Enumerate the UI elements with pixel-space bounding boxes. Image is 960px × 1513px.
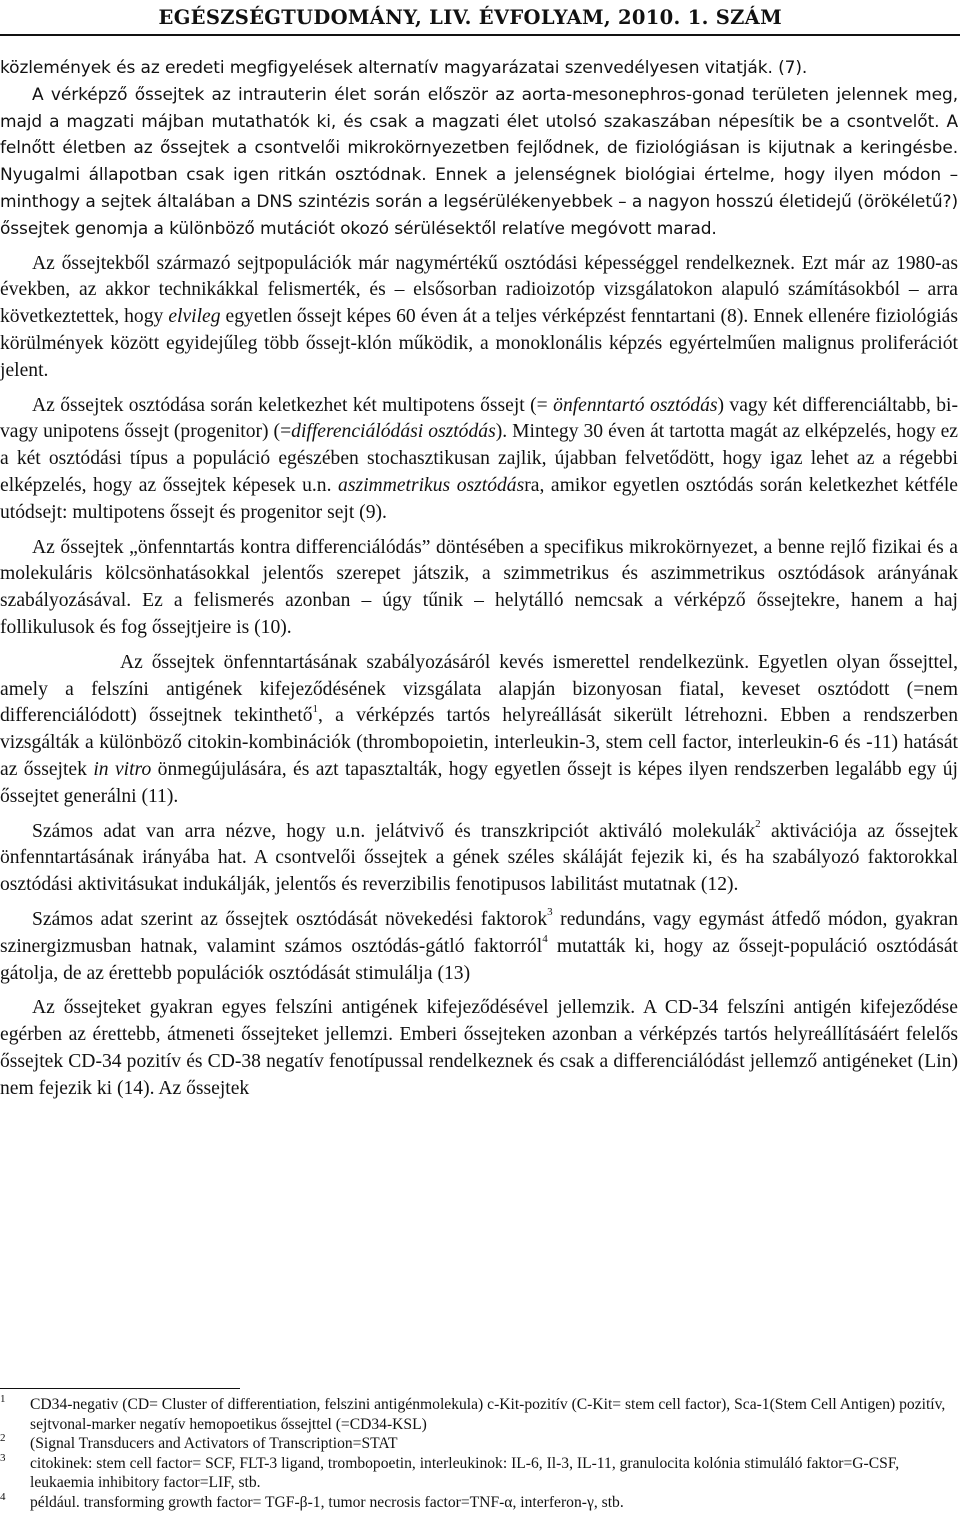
emphasis: differenciálódási osztódás: [291, 421, 496, 443]
paragraph: [0, 55, 958, 82]
emphasis: önfenntartó osztódás: [553, 394, 718, 416]
footnote-text: (Signal Transducers and Activators of Transcription=STAT: [30, 1435, 398, 1453]
text-run: Az őssejtek osztódása során keletkezhet két multipotens őssejt (=: [32, 394, 554, 416]
footnote-text: például. transforming growth factor= TGF-β-1, tumor necrosis factor=TNF-α, interferon-γ, stb.: [30, 1493, 624, 1511]
paragraph: [0, 393, 958, 527]
footnote-number: 3: [0, 1451, 6, 1464]
text-run: mutatták ki, hogy az őssejt-populáció osztódását gátolja, de az érettebb populációk osztódását stimulálja (13): [0, 935, 958, 984]
footnote: [0, 1395, 960, 1434]
footnote-text: citokinek: stem cell factor= SCF, FLT-3 ligand, trombopoetin, interleukinok: IL-6, Il-3, IL-11, granulocita kolónia stimuláló faktor=G-CSF, leukaemia inhibitory factor=LIF, stb.: [30, 1454, 900, 1492]
journal-title: EGÉSZSÉGTUDOMÁNY, LIV. ÉVFOLYAM, 2010. 1. SZÁM: [158, 6, 782, 29]
footnote-ref: 4: [542, 933, 548, 946]
paragraph: [0, 995, 958, 1102]
footnote-ref: 1: [312, 702, 318, 715]
footnote: [0, 1451, 960, 1493]
footnote-number: 2: [0, 1432, 6, 1445]
body-text: [0, 55, 958, 1102]
text-run: ) vagy két differenciáltabb, bi- vagy unipotens őssejt (progenitor) (=: [0, 394, 959, 443]
footnote-ref: 3: [547, 906, 553, 919]
text-run: Számos adat szerint az őssejtek osztódását növekedési faktorok: [32, 908, 548, 930]
header-rule: [0, 34, 960, 36]
text-run: redundáns, vagy egymást átfedő módon, gyakran szinergizmusban hatnak, valamint számos osztódás-gátló faktorról: [0, 908, 959, 957]
text-run: ra, amikor egyetlen osztódás során keletkezhet kétféle utódsejt: multipotens őssejt és progenitor sejt (9).: [0, 474, 958, 523]
text-run: , a vérképzés tartós helyreállását sikerült létrehozni. Ebben a rendszerben vizsgálták a különböző citokin-kombinációk (thrombopoietin, interleukin-3, stem cell factor, interleukin-6 és -11) hatását az őssejtek: [0, 705, 959, 780]
text-run: egyetlen őssejt képes 60 éven át a teljes vérképzést fenntartani (8). Ennek ellenére fiziológiás körülmények között egyidejűleg több őssejt-klón működik, a monoklonális képzés egyértelműen malignus proliferációt jelent.: [0, 306, 958, 381]
footnote-ref: 2: [755, 817, 761, 830]
running-header: [0, 4, 960, 32]
text-run: Az őssejtek „önfenntartás kontra differenciálódás” döntésében a specifikus mikrokörnyezet, a benne rejlő fizikai és a molekuláris kölcsönhatásokkal jelentős szerepet játszik, a szimmetrikus és aszimmetrikus osztódások arányának szabályozásával. Ez a felismerés azonban – úgy tűnik – helytálló nemcsak a vérképző őssejtekre, hanem a haj follikulusok és fog őssejtjeire is (10).: [0, 536, 958, 638]
text-run: önmegújulására, és azt tapasztalták, hogy egyetlen őssejt is képes ilyen rendszerben legalább egy új őssejtet generálni (11).: [0, 758, 958, 807]
emphasis: elvileg: [168, 306, 221, 328]
text-run: Az őssejteket gyakran egyes felszíni antigének kifejeződésével jellemzik. A CD-34 felszíni antigén kifejeződése egérben az érettebb, átmeneti őssejteket jellemzi. Emberi őssejteken azonban a vérképzés tartós helyreállításáért felelős őssejtek CD-34 pozitív és CD-38 negatív fenotípussal rendelkeznek és csak a differenciálódást jellemző antigéneket (Lin) nem fejezik ki (14). Az őssejtek: [0, 997, 958, 1099]
footnote: [0, 1490, 960, 1513]
footnote-text: CD34-negativ (CD= Cluster of differentiation, felszini antigénmolekula) c-Kit-pozitív (C-Kit= stem cell factor), Sca-1(Stem Cell Antigen) pozitív, sejtvonal-marker negatív hemopoetikus őssejttel (=CD34-KSL): [30, 1396, 946, 1433]
footnote: [0, 1434, 960, 1454]
text-run: közlemények és az eredeti megfigyelések alternatív magyarázatai szenvedélyesen vitatják. (7).: [0, 58, 808, 78]
paragraph: [0, 535, 958, 642]
text-run: Számos adat van arra nézve, hogy u.n. jelátvivő és transzkripciót aktiváló molekulák: [32, 820, 756, 842]
paragraph: [0, 907, 958, 987]
paragraph: [0, 251, 958, 385]
text-run: Az őssejtekből származó sejtpopulációk már nagymértékű osztódási képességgel rendelkeznek. Ezt már az 1980-as években, az akkor technikákkal felismerték, és – elsősorban radioizotóp vizsgálatokon alapuló számításokból – arra következtettek, hogy: [0, 252, 958, 328]
footnote-rule: [0, 1388, 240, 1389]
footnotes: [0, 1395, 960, 1513]
footnote-number: 4: [0, 1490, 6, 1503]
paragraph: [0, 819, 958, 899]
emphasis: aszimmetrikus osztódás: [338, 474, 525, 496]
text-run: Az őssejtek önfenntartásának szabályozásáról kevés ismerettel rendelkezünk. Egyetlen olyan őssejttel, amely a felszíni antigének kifejeződésének vizsgálata alapján bizonyosan fiatal, keveset osztódott (=nem differenciálódott) őssejtnek tekinthető: [0, 651, 958, 727]
text-run: aktivációja az őssejtek önfenntartásának irányába hat. A csontvelői őssejtek a gének széles skáláját fejezik ki, és ha szabályozó faktorokkal osztódási aktivitásukat indukálják, jelentős és reverzibilis fenotipusos labilitást mutatnak (12).: [0, 820, 959, 896]
emphasis: in vitro: [93, 758, 152, 780]
paragraph: [0, 650, 958, 811]
text-run: ). Mintegy 30 éven át tartotta magát az elképzelés, hogy ez a két osztódási típus a populáció egészében stochasztikusan zajlik, újabban felvetődött, hogy igaz lehet az a régebbi elképzelés, hogy az őssejtek képesek u.n.: [0, 421, 959, 496]
paragraph: [0, 82, 958, 243]
text-run: A vérképző őssejtek az intrauterin élet során először az aorta-mesonephros-gonad területen jelennek meg, majd a magzati májban mutathatók ki, és csak a magzati élet utolsó szakaszában népesítik be a csontvelőt. A felnőtt életben az őssejtek a csontvelői mikrokörnyezetben fejlődnek, de fiziológiásan is kijutnak a keringésbe. Nyugalmi állapotban csak igen ritkán osztódnak. Ennek a jelenségnek biológiai értelme, hogy ilyen módon – minthogy a sejtek általában a DNS szintézis során a legsérülékenyebbek – a nagyon hosszú életidejű (örökéletű?) őssejtek genomja a különböző mutációt okozó sérülésektől relatíve megóvott marad.: [0, 84, 958, 239]
footnote-number: 1: [0, 1393, 6, 1405]
